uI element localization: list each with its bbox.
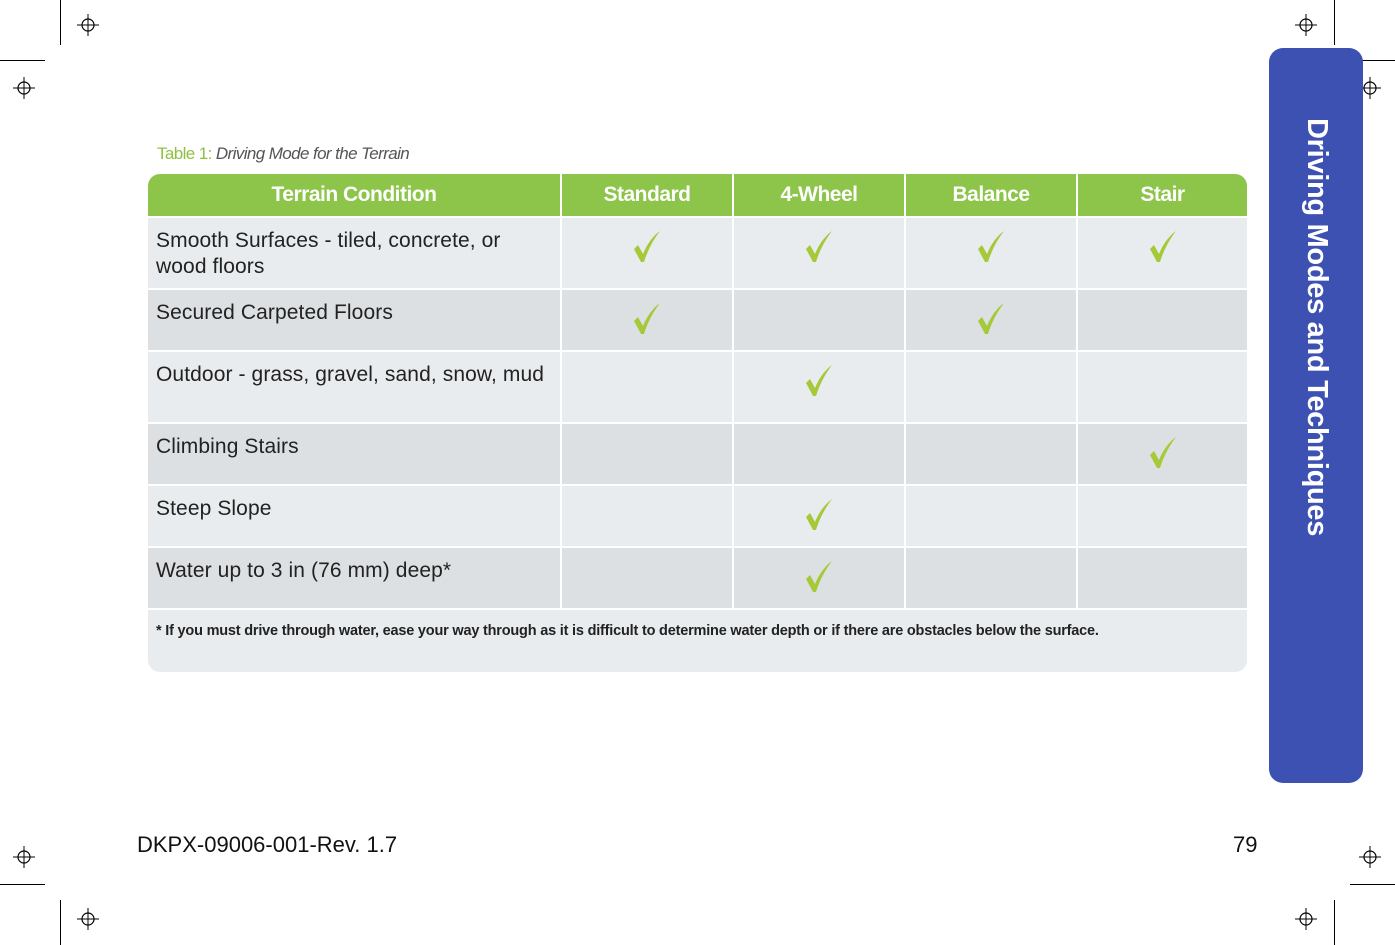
mode-cell-four-wheel [733, 351, 905, 423]
terrain-condition-cell: Smooth Surfaces - tiled, concrete, or wood floors [148, 217, 561, 289]
registration-mark-icon [1359, 846, 1381, 868]
document-id: DKPX-09006-001-Rev. 1.7 [137, 832, 398, 857]
table-row [148, 351, 1247, 423]
terrain-condition-cell: Steep Slope [148, 485, 561, 547]
crop-mark [60, 900, 61, 945]
terrain-condition-cell: Outdoor - grass, gravel, sand, snow, mud [148, 351, 561, 423]
mode-cell-standard [561, 423, 733, 485]
mode-cell-stair [1077, 547, 1247, 609]
table-row [148, 547, 1247, 609]
chapter-tab-label: Driving Modes and Techniques [1301, 118, 1333, 537]
checkmark-icon [976, 302, 1006, 336]
mode-cell-balance [905, 217, 1077, 289]
table-header-row [148, 174, 1247, 217]
mode-cell-standard [561, 485, 733, 547]
mode-cell-four-wheel [733, 217, 905, 289]
table-row [148, 217, 1247, 289]
checkmark-icon [632, 230, 662, 264]
registration-mark-icon [13, 846, 35, 868]
footnote-row [148, 609, 1247, 670]
mode-cell-stair [1077, 289, 1247, 351]
mode-cell-balance [905, 289, 1077, 351]
crop-mark [1334, 900, 1335, 945]
checkmark-icon [1148, 230, 1178, 264]
table-row [148, 423, 1247, 485]
mode-cell-balance [905, 423, 1077, 485]
registration-mark-icon [1295, 14, 1317, 36]
table-row [148, 289, 1247, 351]
header-stair: Stair [1077, 174, 1247, 217]
mode-cell-stair [1077, 351, 1247, 423]
table-row [148, 485, 1247, 547]
crop-mark [60, 0, 61, 45]
mode-cell-balance [905, 351, 1077, 423]
crop-mark [1334, 0, 1335, 45]
registration-mark-icon [77, 908, 99, 930]
registration-mark-icon [1295, 908, 1317, 930]
crop-mark [0, 60, 45, 61]
terrain-condition-cell: Climbing Stairs [148, 423, 561, 485]
mode-cell-four-wheel [733, 423, 905, 485]
checkmark-icon [1148, 436, 1178, 470]
footnote-text: * If you must drive through water, ease your way through as it is difficult to determine water depth or if there are obstacles below the surface. [148, 609, 1247, 670]
header-terrain-condition: Terrain Condition [148, 174, 561, 217]
header-4-wheel: 4-Wheel [733, 174, 905, 217]
registration-mark-icon [13, 77, 35, 99]
crop-mark [1350, 884, 1395, 885]
checkmark-icon [804, 498, 834, 532]
mode-cell-balance [905, 547, 1077, 609]
mode-cell-balance [905, 485, 1077, 547]
checkmark-icon [804, 230, 834, 264]
mode-cell-four-wheel [733, 547, 905, 609]
caption-prefix: Table 1: [157, 144, 212, 163]
page-number: 79 [1233, 832, 1258, 857]
header-balance: Balance [905, 174, 1077, 217]
terrain-condition-cell: Water up to 3 in (76 mm) deep* [148, 547, 561, 609]
table-caption [157, 144, 409, 164]
checkmark-icon [632, 302, 662, 336]
mode-cell-four-wheel [733, 289, 905, 351]
mode-cell-stair [1077, 217, 1247, 289]
header-standard: Standard [561, 174, 733, 217]
mode-cell-standard [561, 351, 733, 423]
mode-cell-standard [561, 217, 733, 289]
mode-cell-stair [1077, 423, 1247, 485]
registration-mark-icon [77, 14, 99, 36]
driving-mode-table [148, 174, 1247, 672]
mode-cell-stair [1077, 485, 1247, 547]
checkmark-icon [804, 560, 834, 594]
mode-cell-four-wheel [733, 485, 905, 547]
terrain-condition-cell: Secured Carpeted Floors [148, 289, 561, 351]
crop-mark [0, 884, 45, 885]
checkmark-icon [804, 364, 834, 398]
mode-cell-standard [561, 289, 733, 351]
checkmark-icon [976, 230, 1006, 264]
mode-cell-standard [561, 547, 733, 609]
caption-title: Driving Mode for the Terrain [215, 144, 410, 163]
